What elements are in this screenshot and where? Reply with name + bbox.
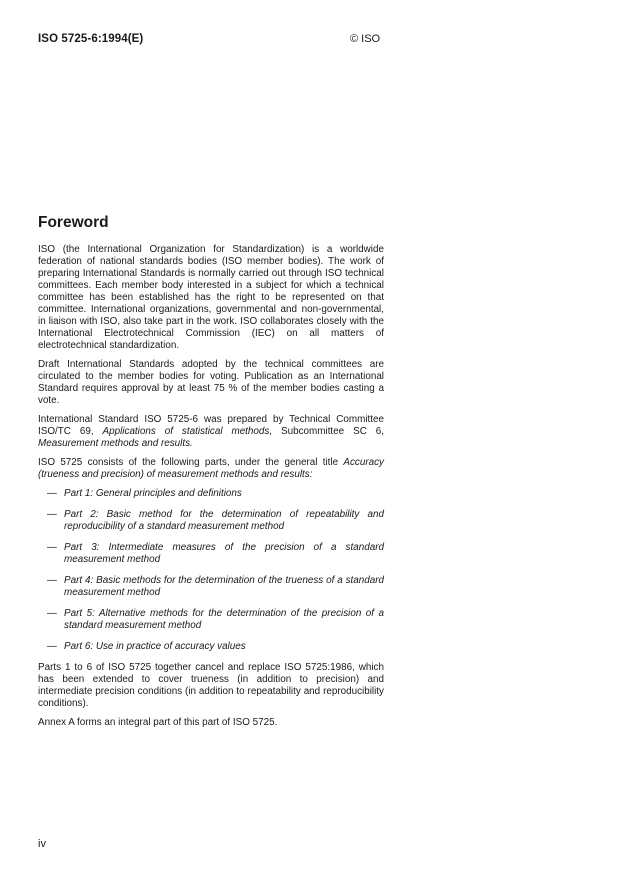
- document-id: ISO 5725-6:1994(E): [38, 33, 144, 45]
- subcommittee-subject: Measurement methods and results.: [38, 438, 193, 449]
- list-item: [38, 608, 384, 632]
- dash-bullet: —: [47, 575, 57, 586]
- general-title: Accuracy (trueness and precision) of measurement methods and results:: [38, 457, 384, 480]
- dash-bullet: —: [47, 608, 57, 619]
- paragraph-parts-intro: [38, 457, 384, 481]
- part-label: Part 3: Intermediate measures of the precision of a standard measurement method: [64, 542, 384, 565]
- list-item: [38, 488, 384, 500]
- paragraph-draft-standards: Draft International Standards adopted by the technical committees are circulated to the member bodies for voting. Publication as an International Standard requires approval by at least 75 % of the member bodies casting a vote.: [38, 359, 384, 406]
- committee-subject: Applications of statistical methods,: [102, 426, 273, 437]
- part-label: Part 5: Alternative methods for the determination of the precision of a standard measurement method: [64, 608, 384, 631]
- foreword-body: [38, 244, 384, 736]
- copyright-notice: © ISO: [350, 33, 381, 45]
- dash-bullet: —: [47, 542, 57, 553]
- dash-bullet: —: [47, 488, 57, 499]
- paragraph-preparation: [38, 414, 384, 450]
- part-label: Part 2: Basic method for the determination of repeatability and reproducibility of a standard measurement method: [64, 509, 384, 532]
- dash-bullet: —: [47, 641, 57, 652]
- page-number: iv: [38, 838, 46, 850]
- page-title: Foreword: [38, 214, 109, 231]
- list-item: [38, 641, 384, 653]
- dash-bullet: —: [47, 509, 57, 520]
- part-label: Part 6: Use in practice of accuracy values: [64, 641, 246, 652]
- parts-list: [38, 488, 384, 653]
- list-item: [38, 575, 384, 599]
- parts-intro-text: ISO 5725 consists of the following parts, under the general title: [38, 457, 339, 468]
- paragraph-iso-intro: ISO (the International Organization for Standardization) is a worldwide federation of national standards bodies (ISO member bodies). The work of preparing International Standards is normally carried out through ISO technical committees. Each member body interested in a subject for which a technical committee has been established has the right to be represented on that committee. International organizations, governmental and non-governmental, in liaison with ISO, also take part in the work. ISO collaborates closely with the International Electrotechnical Commission (IEC) on all matters of electrotechnical standardization.: [38, 244, 384, 351]
- list-item: [38, 542, 384, 566]
- paragraph-annex: Annex A forms an integral part of this part of ISO 5725.: [38, 717, 278, 728]
- paragraph-replacement: Parts 1 to 6 of ISO 5725 together cancel and replace ISO 5725:1986, which has been extended to cover trueness (in addition to precision) and intermediate precision conditions (in addition to repeatability and reproducibility conditions).: [38, 662, 384, 709]
- part-label: Part 4: Basic methods for the determination of the trueness of a standard measurement method: [64, 575, 384, 598]
- list-item: [38, 509, 384, 533]
- preparation-text: International Standard ISO 5725-6 was prepared by Technical Committee ISO/TC 69,: [38, 414, 384, 437]
- subcommittee-text: Subcommittee SC 6,: [281, 426, 385, 437]
- part-label: Part 1: General principles and definitions: [64, 488, 242, 499]
